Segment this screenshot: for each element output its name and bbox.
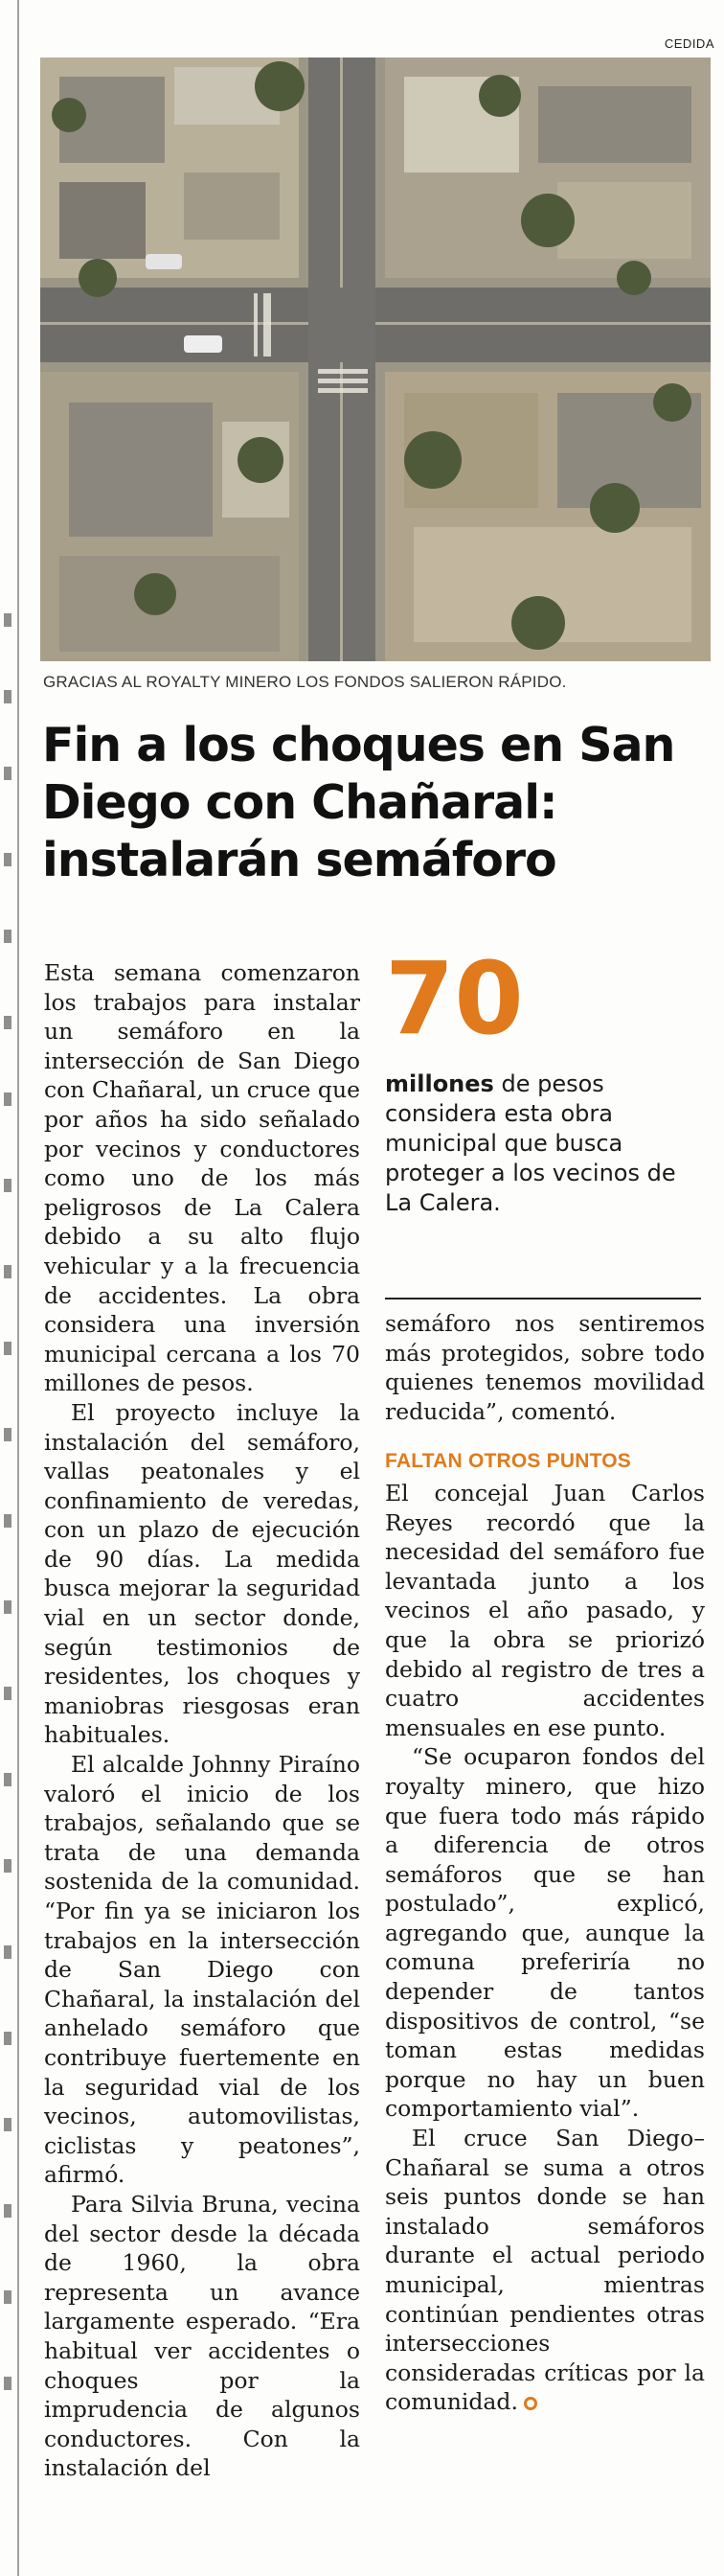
- paragraph: “Se ocuparon fondos del royalty minero, que hizo que fuera todo más rápido a diferencia de otros semáforos que se han postulado”, explicó, agregando que, aunque la comuna preferiría no depender de tantos dispositivos de control, “se toman estas medidas porque no hay un buen comportamiento vial”.: [385, 1743, 705, 2123]
- highlight-number: 70: [385, 940, 524, 1057]
- headline-line-1: Fin a los choques en San: [42, 718, 675, 772]
- highlight-text: [385, 1070, 701, 1218]
- article-column-1: [44, 958, 360, 2483]
- aerial-photo: [40, 58, 711, 661]
- paragraph: Para Silvia Bruna, vecina del sector desde la década de 1960, la obra representa un avance largamente esperado. “Era habitual ver accidentes o choques por la imprudencia de algunos conductores. Con la instalación del: [44, 2190, 360, 2482]
- end-of-article-icon: [524, 2397, 537, 2410]
- paragraph: [385, 2124, 705, 2417]
- photo-caption: GRACIAS AL ROYALTY MINERO LOS FONDOS SALIERON RÁPIDO.: [43, 673, 567, 691]
- headline-line-2: Diego con Chañaral:: [42, 775, 557, 830]
- headline-line-3: instalarán semáforo: [42, 833, 556, 887]
- paragraph: El concejal Juan Carlos Reyes recordó que la necesidad del semáforo fue levantada junto a los vecinos el año pasado, y que la obra se priorizó debido al registro de tres a cuatro accidentes mensuales en ese punto.: [385, 1479, 705, 1741]
- photo-credit: CEDIDA: [664, 36, 714, 51]
- section-subhead: FALTAN OTROS PUNTOS: [385, 1450, 631, 1473]
- column-divider-rule: [17, 0, 19, 2576]
- paragraph: semáforo nos sentiremos más protegidos, sobre todo quienes tenemos movilidad reducida”, comentó.: [385, 1310, 705, 1425]
- highlight-rest: de pesos considera esta obra municipal que busca proteger a los vecinos de La Calera.: [385, 1070, 676, 1216]
- paragraph: El proyecto incluye la instalación del semáforo, vallas peatonales y el confinamiento de veredas, con un plazo de ejecución de 90 días. La medida busca mejorar la seguridad vial en un sector donde, según testimonios de residentes, los choques y maniobras riesgosas eran habituales.: [44, 1398, 360, 1749]
- paragraph: Esta semana comenzaron los trabajos para instalar un semáforo en la intersección de San Diego con Chañaral, un cruce que por años ha sido señalado por vecinos y conductores como uno de los más peligrosos de La Calera debido a su alto flujo vehicular y a la frecuencia de accidentes. La obra considera una inversión municipal cercana a los 70 millones de pesos.: [44, 959, 360, 1397]
- highlight-bold-word: millones: [385, 1070, 494, 1097]
- headline: [42, 717, 713, 889]
- paragraph-text: El cruce San Diego–Chañaral se suma a otros seis puntos donde se han instalado semáforos durante el actual periodo municipal, mientras continúan pendientes otras intersecciones consideradas críticas por la comunidad.: [385, 2125, 705, 2416]
- cut-off-adjacent-column: [0, 575, 15, 2492]
- article-column-2: [385, 1309, 705, 2417]
- paragraph: El alcalde Johnny Piraíno valoró el inicio de los trabajos, señalando que se trata de una demanda sostenida de la comunidad. “Por fin ya se iniciaron los trabajos en la intersección de San Diego con Chañaral, la instalación del anhelado semáforo que contribuye fuertemente en la seguridad vial de los vecinos, automovilistas, ciclistas y peatones”, afirmó.: [44, 1751, 360, 2189]
- highlight-divider: [385, 1298, 701, 1300]
